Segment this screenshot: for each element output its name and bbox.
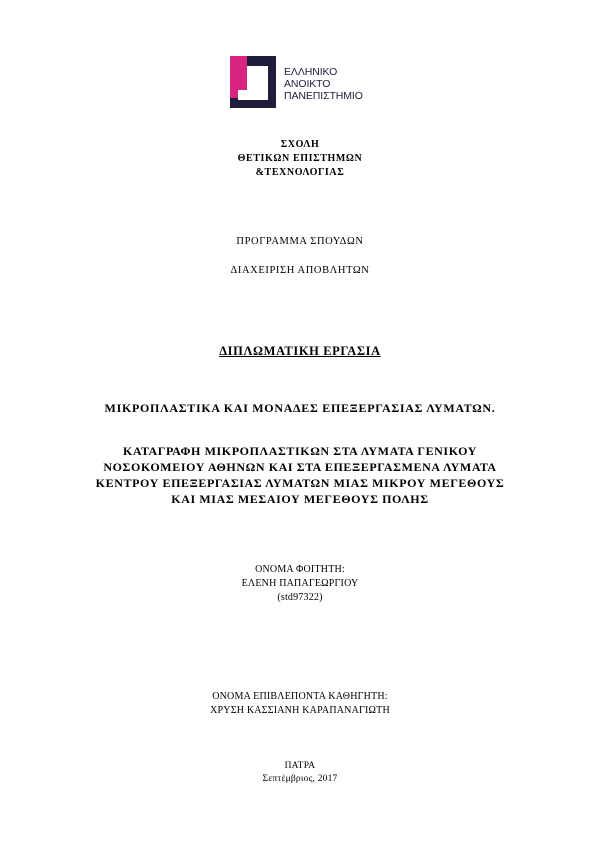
school-line-1: ΣΧΟΛΗ bbox=[280, 139, 320, 150]
thesis-subtitle bbox=[0, 443, 600, 507]
subtitle-line-4: ΚΑΙ ΜΙΑΣ ΜΕΣΑΙΟΥ ΜΕΓΕΘΟΥΣ ΠΟΛΗΣ bbox=[171, 492, 429, 506]
school-name bbox=[0, 138, 600, 180]
subtitle-line-1: ΚΑΤΑΓΡΑΦΗ ΜΙΚΡΟΠΛΑΣΤΙΚΩΝ ΣΤΑ ΛΥΜΑΤΑ ΓΕΝΙΚΟΥ bbox=[122, 444, 478, 458]
student-label: ΟΝΟΜΑ ΦΟΙΤΗΤΗ: bbox=[255, 564, 345, 575]
city: ΠΑΤΡΑ bbox=[284, 761, 316, 771]
logo-text bbox=[284, 66, 363, 102]
thesis-title: ΜΙΚΡΟΠΛΑΣΤΙΚΑ ΚΑΙ ΜΟΝΑΔΕΣ ΕΠΕΞΕΡΓΑΣΙΑΣ ΛΥΜΑΤΩΝ. bbox=[104, 401, 496, 415]
supervisor-label: ΟΝΟΜΑ ΕΠΙΒΛΕΠΟΝΤΑ ΚΑΘΗΓΗΤΗ: bbox=[212, 691, 388, 702]
school-line-3: &ΤΕΧΝΟΛΟΓΙΑΣ bbox=[255, 167, 345, 178]
supervisor-name: ΧΡΥΣΗ ΚΑΣΣΙΑΝΗ ΚΑΡΑΠΑΝΑΓΙΩΤΗ bbox=[210, 705, 390, 716]
logo-line-2: ΑΝΟΙΚΤΟ bbox=[284, 78, 331, 90]
subtitle-line-3: ΚΕΝΤΡΟΥ ΕΠΕΞΕΡΓΑΣΙΑΣ ΛΥΜΑΤΩΝ ΜΙΑΣ ΜΙΚΡΟΥ ΜΕΓΕΘΟΥΣ bbox=[95, 476, 505, 490]
place-date bbox=[0, 760, 600, 786]
student-id: (std97322) bbox=[277, 592, 323, 603]
program-label: ΠΡΟΓΡΑΜΜΑ ΣΠΟΥΔΩΝ bbox=[236, 236, 364, 247]
program-subject: ΔΙΑΧΕΙΡΙΣΗ ΑΠΟΒΛΗΤΩΝ bbox=[230, 265, 370, 276]
logo-line-3: ΠΑΝΕΠΙΣΤΗΜΙΟ bbox=[284, 90, 363, 102]
supervisor-info bbox=[0, 690, 600, 718]
thesis-type-heading: ΔΙΠΛΩΜΑΤΙΚΗ ΕΡΓΑΣΙΑ bbox=[219, 344, 381, 358]
logo-mark-icon bbox=[230, 56, 278, 110]
university-logo bbox=[230, 56, 370, 112]
student-info bbox=[0, 563, 600, 605]
subtitle-line-2: ΝΟΣΟΚΟΜΕΙΟΥ ΑΘΗΝΩΝ ΚΑΙ ΣΤΑ ΕΠΕΞΕΡΓΑΣΜΕΝΑ ΛΥΜΑΤΑ bbox=[103, 460, 497, 474]
student-name: ΕΛΕΝΗ ΠΑΠΑΓΕΩΡΓΙΟΥ bbox=[241, 578, 359, 589]
date: Σεπτέμβριος, 2017 bbox=[262, 774, 338, 784]
school-line-2: ΘΕΤΙΚΩΝ ΕΠΙΣΤΗΜΩΝ bbox=[237, 153, 363, 164]
logo-line-1: ΕΛΛΗΝΙΚΟ bbox=[284, 66, 338, 78]
